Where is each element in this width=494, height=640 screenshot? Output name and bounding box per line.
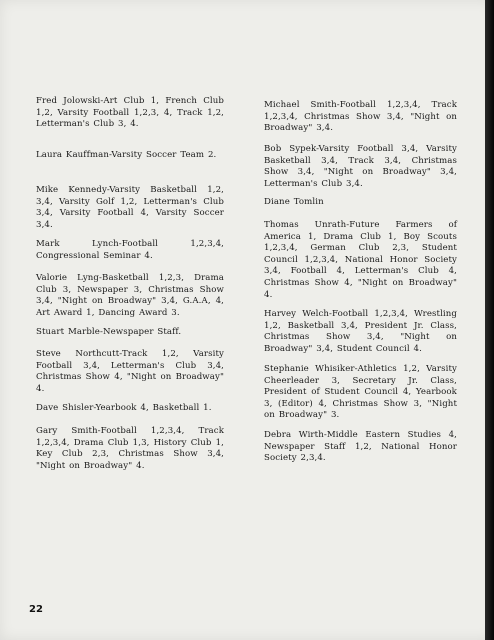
entry-mike-kennedy: Mike Kennedy-Varsity Basketball 1,2, 3,4, Varsity Golf 1,2, Letterman's Club 3,4, Varsity Football 4, Varsity Soccer 3,4. (36, 185, 224, 230)
page-number: 22 (29, 604, 43, 615)
entry-stuart-marble: Stuart Marble-Newspaper Staff. (36, 327, 182, 337)
entry-laura-kauffman: Laura Kauffman-Varsity Soccer Team 2. (36, 150, 217, 160)
entry-fred-jolowski: Fred Jolowski-Art Club 1, French Club 1,2, Varsity Football 1,2,3, 4, Track 1,2, Letterman's Club 3, 4. (36, 96, 224, 130)
entry-debra-wirth: Debra Wirth-Middle Eastern Studies 4, Newspaper Staff 1,2, National Honor Society 2,3,4. (264, 430, 457, 464)
entry-dave-shisler: Dave Shisler-Yearbook 4, Basketball 1. (36, 403, 212, 413)
entry-stephanie-whisiker: Stephanie Whisiker-Athletics 1,2, Varsity Cheerleader 3, Secretary Jr. Class, President of Student Council 4, Yearbook 3, (Editor) 4, Christmas Show 3, "Night on Broadway" 3. (264, 364, 457, 421)
entry-thomas-unrath: Thomas Unrath-Future Farmers of America 1, Drama Club 1, Boy Scouts 1,2,3,4, German Club 2,3, Student Council 1,2,3,4, National Honor Society 3,4, Football 4, Letterman's Club 4, Christmas Show 4, "Night on Broadway" 4. (264, 220, 457, 300)
entry-bob-sypek: Bob Sypek-Varsity Football 3,4, Varsity Basketball 3,4, Track 3,4, Christmas Show 3,4, "Night on Broadway" 3,4, Letterman's Club 3,4. (264, 144, 457, 189)
page-edge-shadow (485, 0, 494, 640)
entry-diane-tomlin: Diane Tomlin (264, 197, 324, 207)
entry-gary-smith: Gary Smith-Football 1,2,3,4, Track 1,2,3,4, Drama Club 1,3, History Club 1, Key Club 2,3, Christmas Show 3,4, "Night on Broadway" 4. (36, 426, 224, 471)
entry-steve-northcutt: Steve Northcutt-Track 1,2, Varsity Football 3,4, Letterman's Club 3,4, Christmas Show 4, "Night on Broadway" 4. (36, 349, 224, 394)
entry-michael-smith: Michael Smith-Football 1,2,3,4, Track 1,2,3,4, Christmas Show 3,4, "Night on Broadway" 3,4. (264, 100, 457, 134)
entry-mark-lynch: Mark Lynch-Football 1,2,3,4, Congressional Seminar 4. (36, 239, 224, 261)
entry-harvey-welch: Harvey Welch-Football 1,2,3,4, Wrestling 1,2, Basketball 3,4, President Jr. Class, Christmas Show 3,4, "Night on Broadway" 3,4, Student Council 4. (264, 309, 457, 354)
entry-valorie-lyng: Valorie Lyng-Basketball 1,2,3, Drama Club 3, Newspaper 3, Christmas Show 3,4, "Night on Broadway" 3,4, G.A.A, 4, Art Award 1, Dancing Award 3. (36, 273, 224, 318)
